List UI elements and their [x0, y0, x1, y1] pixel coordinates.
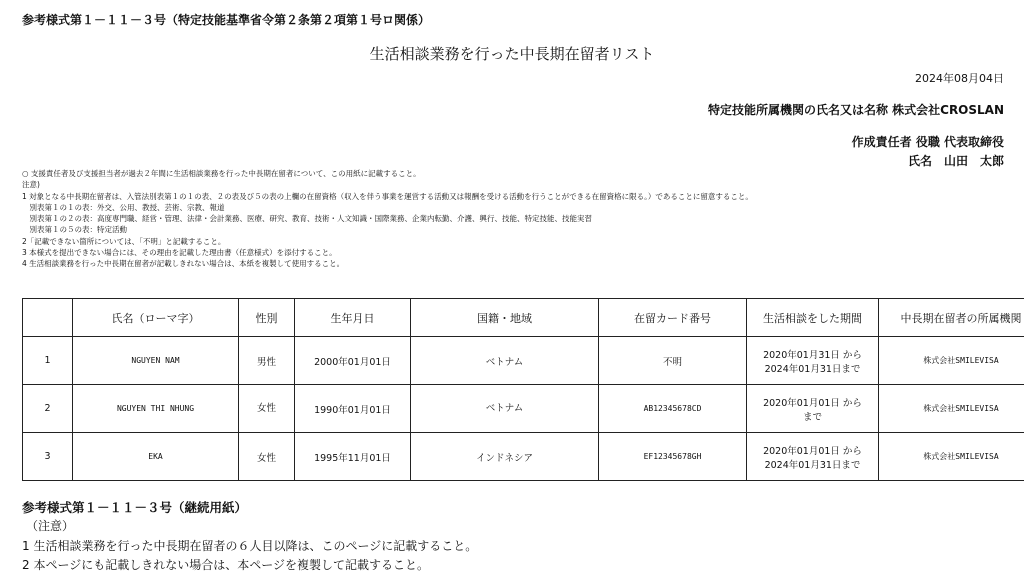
- cell-name: NGUYEN NAM: [73, 337, 239, 385]
- header-nationality: 国籍・地域: [411, 299, 599, 337]
- header-name: 氏名（ローマ字）: [73, 299, 239, 337]
- note-line: 注意): [22, 179, 753, 190]
- cell-gender: 男性: [239, 337, 295, 385]
- cell-card: 不明: [599, 337, 747, 385]
- header-gender: 性別: [239, 299, 295, 337]
- table-row: [23, 385, 1024, 433]
- cell-org: 株式会社SMILEVISA: [879, 337, 1024, 385]
- cell-name: EKA: [73, 433, 239, 481]
- continuation-note-label: （注意）: [26, 517, 74, 534]
- note-line: 別表第１の１の表：外交、公用、教授、芸術、宗教、報道: [22, 202, 753, 213]
- header-dob: 生年月日: [295, 299, 411, 337]
- cell-period: [747, 337, 879, 385]
- period-from: 2020年01月01日 から: [747, 443, 878, 457]
- form-id: 参考様式第１－１１－３号（特定技能基準省令第２条第２項第１号ロ関係）: [22, 11, 430, 28]
- period-to: 2024年01月31日まで: [747, 457, 878, 471]
- cell-no: 3: [23, 433, 73, 481]
- cell-nationality: ベトナム: [411, 337, 599, 385]
- cell-org: 株式会社SMILEVISA: [879, 433, 1024, 481]
- resident-table: [22, 298, 1024, 481]
- org-text: 株式会社SMILEVISA: [923, 403, 998, 414]
- note-line: 別表第１の２の表：高度専門職、経営・管理、法律・会計業務、医療、研究、教育、技術・人文知識・国際業務、企業内転勤、介護、興行、技能、特定技能、技能実習: [22, 213, 753, 224]
- continuation-line-1: 1 生活相談業務を行った中長期在留者の６人目以降は、このページに記載すること。: [22, 537, 477, 554]
- cell-nationality: [411, 385, 599, 433]
- continuation-title: 参考様式第１－１１－３号（継続用紙）: [22, 498, 247, 516]
- note-line: 3 本様式を提出できない場合には、その理由を記載した理由書（任意様式）を添付すること。: [22, 247, 753, 258]
- header-card: 在留カード番号: [599, 299, 747, 337]
- gender-text: 女性: [257, 400, 276, 414]
- cell-nationality: インドネシア: [411, 433, 599, 481]
- cell-dob: 1995年11月01日: [295, 433, 411, 481]
- note-line: ○ 支援責任者及び支援担当者が過去２年間に生活相談業務を行った中長期在留者について、この用紙に記載すること。: [22, 168, 753, 179]
- cell-card: AB12345678CD: [599, 385, 747, 433]
- table-header-row: [23, 299, 1024, 337]
- cell-gender: [239, 385, 295, 433]
- notes-block: [22, 168, 753, 270]
- period-from: 2020年01月01日 から: [747, 395, 878, 409]
- table-row: [23, 433, 1024, 481]
- cell-no: 1: [23, 337, 73, 385]
- cell-period: [747, 433, 879, 481]
- note-line: 4 生活相談業務を行った中長期在留者が記載しきれない場合は、本紙を複製して使用すること。: [22, 258, 753, 269]
- organization-name: 特定技能所属機関の氏名又は名称 株式会社CROSLAN: [708, 101, 1004, 118]
- document-date: 2024年08月04日: [915, 70, 1004, 86]
- cell-card: EF12345678GH: [599, 433, 747, 481]
- period-to: まで: [747, 409, 878, 423]
- cell-dob: 1990年01月01日: [295, 385, 411, 433]
- note-line: 別表第１の５の表：特定活動: [22, 224, 753, 235]
- cell-dob: 2000年01月01日: [295, 337, 411, 385]
- cell-gender: 女性: [239, 433, 295, 481]
- nationality-text: ベトナム: [486, 400, 524, 414]
- cell-period: [747, 385, 879, 433]
- header-no: [23, 299, 73, 337]
- cell-name: NGUYEN THI NHUNG: [73, 385, 239, 433]
- note-line: 2「記載できない箇所については、「不明」と記載すること。: [22, 236, 753, 247]
- responsible-name: 氏名 山田 太郎: [908, 152, 1004, 169]
- cell-org: [879, 385, 1024, 433]
- cell-no: 2: [23, 385, 73, 433]
- note-line: 1 対象となる中長期在留者は、入管法別表第１の１の表、２の表及び５の表の上欄の在留資格（収入を伴う事業を運営する活動又は報酬を受ける活動を行うことができる在留資格に限る。）であることに留意すること。: [22, 191, 753, 202]
- table-row: [23, 337, 1024, 385]
- page-title: 生活相談業務を行った中長期在留者リスト: [0, 43, 1024, 64]
- period-to: 2024年01月31日まで: [747, 361, 878, 375]
- continuation-line-2: 2 本ページにも記載しきれない場合は、本ページを複製して記載すること。: [22, 556, 429, 573]
- period-from: 2020年01月31日 から: [747, 347, 878, 361]
- header-org: 中長期在留者の所属機関: [879, 299, 1024, 337]
- header-period: 生活相談をした期間: [747, 299, 879, 337]
- responsible-position: 作成責任者 役職 代表取締役: [852, 133, 1004, 150]
